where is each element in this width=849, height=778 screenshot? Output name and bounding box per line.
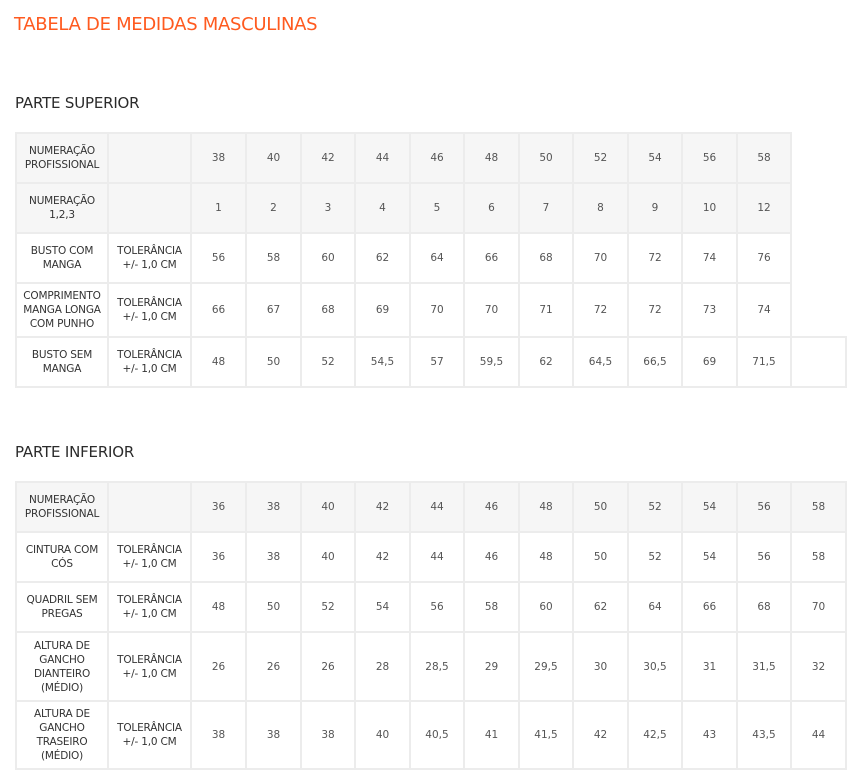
size-value-cell: 50 (246, 337, 301, 387)
row-label: QUADRIL SEM PREGAS (16, 582, 108, 632)
size-value-cell: 38 (246, 701, 301, 769)
size-value-cell: 41,5 (519, 701, 573, 769)
empty-cell (791, 133, 846, 183)
size-value-cell: 44 (355, 133, 410, 183)
size-value-cell: 57 (410, 337, 464, 387)
tolerance-cell (108, 183, 191, 233)
size-value-cell: 38 (191, 701, 246, 769)
size-value-cell: 40 (301, 532, 355, 582)
tolerance-cell (108, 133, 191, 183)
size-value-cell: 74 (737, 283, 791, 337)
size-value-cell: 56 (191, 233, 246, 283)
size-value-cell: 28,5 (410, 632, 464, 701)
size-value-cell: 4 (355, 183, 410, 233)
size-value-cell: 46 (464, 532, 519, 582)
table-row (16, 337, 846, 387)
page-title: TABELA DE MEDIDAS MASCULINAS (14, 14, 318, 35)
upper-section-title: PARTE SUPERIOR (15, 94, 140, 112)
size-value-cell: 48 (464, 133, 519, 183)
size-value-cell: 44 (410, 482, 464, 532)
empty-cell (791, 337, 846, 387)
size-value-cell: 50 (246, 582, 301, 632)
size-value-cell: 52 (301, 582, 355, 632)
size-value-cell: 48 (191, 582, 246, 632)
lower-section-title: PARTE INFERIOR (15, 443, 135, 461)
size-value-cell: 31,5 (737, 632, 791, 701)
size-value-cell: 66 (464, 233, 519, 283)
size-value-cell: 36 (191, 482, 246, 532)
upper-size-table (15, 132, 847, 388)
size-value-cell: 66 (191, 283, 246, 337)
size-value-cell: 68 (301, 283, 355, 337)
size-value-cell: 46 (464, 482, 519, 532)
table-row (16, 133, 846, 183)
size-value-cell: 38 (246, 532, 301, 582)
size-value-cell: 12 (737, 183, 791, 233)
size-value-cell: 54 (628, 133, 682, 183)
tolerance-cell: TOLERÂNCIA +/- 1,0 CM (108, 632, 191, 701)
size-value-cell: 52 (301, 337, 355, 387)
size-value-cell: 76 (737, 233, 791, 283)
size-value-cell: 71,5 (737, 337, 791, 387)
table-row (16, 233, 846, 283)
row-label: BUSTO COM MANGA (16, 233, 108, 283)
size-value-cell: 72 (628, 283, 682, 337)
table-row (16, 482, 846, 532)
size-value-cell: 44 (410, 532, 464, 582)
size-value-cell: 9 (628, 183, 682, 233)
size-value-cell: 60 (519, 582, 573, 632)
size-value-cell: 48 (519, 482, 573, 532)
size-value-cell: 59,5 (464, 337, 519, 387)
row-label: CINTURA COM CÓS (16, 532, 108, 582)
size-value-cell: 10 (682, 183, 737, 233)
tolerance-cell: TOLERÂNCIA +/- 1,0 CM (108, 582, 191, 632)
size-value-cell: 42 (355, 532, 410, 582)
size-value-cell: 64 (410, 233, 464, 283)
size-value-cell: 50 (573, 482, 628, 532)
size-value-cell: 26 (191, 632, 246, 701)
size-value-cell: 29 (464, 632, 519, 701)
size-value-cell: 71 (519, 283, 573, 337)
size-value-cell: 32 (791, 632, 846, 701)
size-value-cell: 40 (246, 133, 301, 183)
size-value-cell: 31 (682, 632, 737, 701)
size-value-cell: 64 (628, 582, 682, 632)
size-value-cell: 50 (573, 532, 628, 582)
row-label: NUMERAÇÃO PROFISSIONAL (16, 482, 108, 532)
size-value-cell: 48 (191, 337, 246, 387)
tolerance-cell: TOLERÂNCIA +/- 1,0 CM (108, 337, 191, 387)
size-value-cell: 58 (737, 133, 791, 183)
size-value-cell: 70 (410, 283, 464, 337)
size-value-cell: 48 (519, 532, 573, 582)
table-row (16, 701, 846, 769)
size-value-cell: 68 (737, 582, 791, 632)
table-row (16, 532, 846, 582)
size-value-cell: 8 (573, 183, 628, 233)
row-label: COMPRIMENTO MANGA LONGA COM PUNHO (16, 283, 108, 337)
row-label: ALTURA DE GANCHO TRASEIRO (MÉDIO) (16, 701, 108, 769)
size-value-cell: 6 (464, 183, 519, 233)
size-value-cell: 70 (464, 283, 519, 337)
size-value-cell: 56 (737, 532, 791, 582)
size-value-cell: 5 (410, 183, 464, 233)
size-value-cell: 74 (682, 233, 737, 283)
size-value-cell: 56 (410, 582, 464, 632)
size-value-cell: 70 (791, 582, 846, 632)
size-value-cell: 66 (682, 582, 737, 632)
size-value-cell: 42 (573, 701, 628, 769)
size-value-cell: 62 (573, 582, 628, 632)
tolerance-cell (108, 482, 191, 532)
size-value-cell: 30 (573, 632, 628, 701)
size-value-cell: 26 (246, 632, 301, 701)
size-value-cell: 54 (355, 582, 410, 632)
size-value-cell: 69 (355, 283, 410, 337)
size-value-cell: 43 (682, 701, 737, 769)
table-row (16, 183, 846, 233)
size-value-cell: 38 (246, 482, 301, 532)
tolerance-cell: TOLERÂNCIA +/- 1,0 CM (108, 532, 191, 582)
size-value-cell: 72 (628, 233, 682, 283)
size-value-cell: 1 (191, 183, 246, 233)
size-value-cell: 38 (301, 701, 355, 769)
tolerance-cell: TOLERÂNCIA +/- 1,0 CM (108, 283, 191, 337)
size-value-cell: 30,5 (628, 632, 682, 701)
size-value-cell: 68 (519, 233, 573, 283)
size-value-cell: 54,5 (355, 337, 410, 387)
size-value-cell: 41 (464, 701, 519, 769)
size-value-cell: 60 (301, 233, 355, 283)
table-row (16, 582, 846, 632)
size-value-cell: 2 (246, 183, 301, 233)
size-value-cell: 43,5 (737, 701, 791, 769)
size-value-cell: 58 (246, 233, 301, 283)
size-value-cell: 40 (301, 482, 355, 532)
size-value-cell: 62 (355, 233, 410, 283)
size-value-cell: 40 (355, 701, 410, 769)
empty-cell (791, 283, 846, 337)
size-value-cell: 69 (682, 337, 737, 387)
size-value-cell: 70 (573, 233, 628, 283)
size-value-cell: 72 (573, 283, 628, 337)
size-value-cell: 56 (737, 482, 791, 532)
tolerance-cell: TOLERÂNCIA +/- 1,0 CM (108, 233, 191, 283)
size-value-cell: 56 (682, 133, 737, 183)
size-value-cell: 3 (301, 183, 355, 233)
size-value-cell: 58 (464, 582, 519, 632)
size-value-cell: 42,5 (628, 701, 682, 769)
size-value-cell: 58 (791, 482, 846, 532)
size-value-cell: 73 (682, 283, 737, 337)
size-value-cell: 44 (791, 701, 846, 769)
size-value-cell: 26 (301, 632, 355, 701)
empty-cell (791, 233, 846, 283)
size-value-cell: 40,5 (410, 701, 464, 769)
lower-size-table (15, 481, 847, 770)
size-value-cell: 66,5 (628, 337, 682, 387)
size-value-cell: 64,5 (573, 337, 628, 387)
size-value-cell: 62 (519, 337, 573, 387)
tolerance-cell: TOLERÂNCIA +/- 1,0 CM (108, 701, 191, 769)
size-value-cell: 28 (355, 632, 410, 701)
size-value-cell: 42 (355, 482, 410, 532)
size-value-cell: 50 (519, 133, 573, 183)
row-label: BUSTO SEM MANGA (16, 337, 108, 387)
size-value-cell: 52 (573, 133, 628, 183)
size-value-cell: 54 (682, 482, 737, 532)
row-label: ALTURA DE GANCHO DIANTEIRO (MÉDIO) (16, 632, 108, 701)
size-value-cell: 36 (191, 532, 246, 582)
empty-cell (791, 183, 846, 233)
size-value-cell: 58 (791, 532, 846, 582)
table-row (16, 283, 846, 337)
size-value-cell: 52 (628, 532, 682, 582)
size-value-cell: 52 (628, 482, 682, 532)
size-value-cell: 42 (301, 133, 355, 183)
size-value-cell: 7 (519, 183, 573, 233)
row-label: NUMERAÇÃO PROFISSIONAL (16, 133, 108, 183)
size-value-cell: 67 (246, 283, 301, 337)
size-value-cell: 54 (682, 532, 737, 582)
size-value-cell: 38 (191, 133, 246, 183)
table-row (16, 632, 846, 701)
size-value-cell: 29,5 (519, 632, 573, 701)
row-label: NUMERAÇÃO 1,2,3 (16, 183, 108, 233)
size-value-cell: 46 (410, 133, 464, 183)
